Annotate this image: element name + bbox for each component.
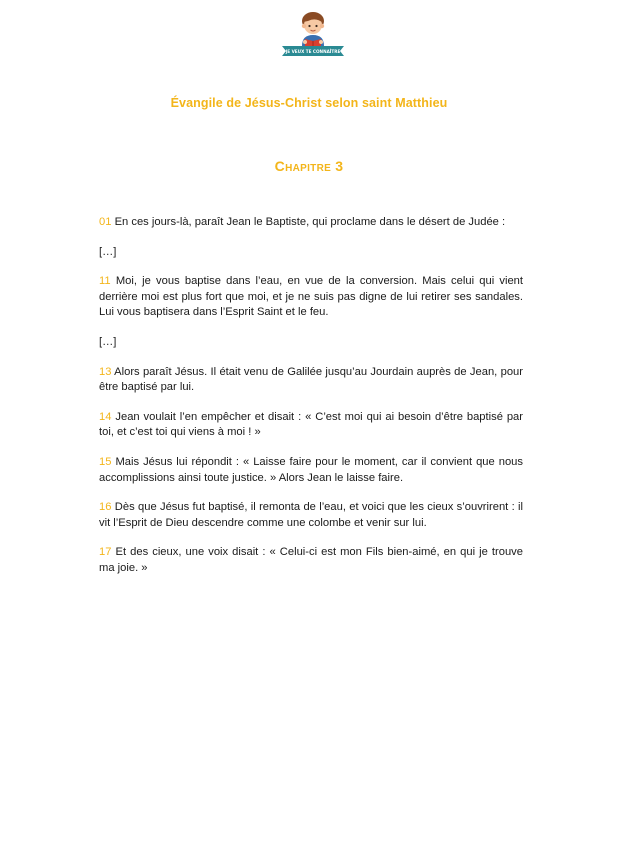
verse-text: Mais Jésus lui répondit : « Laisse faire pour le moment, car il convient que nous accomplissions ainsi toute justice. » Alors Jean le laisse faire. bbox=[99, 455, 523, 484]
verse-text: Et des cieux, une voix disait : « Celui-ci est mon Fils bien-aimé, en qui je trouve ma joie. » bbox=[99, 546, 523, 574]
verse-text: En ces jours-là, paraît Jean le Baptiste, qui proclame dans le désert de Judée : bbox=[114, 216, 506, 228]
child-reading-icon bbox=[280, 8, 346, 60]
verse-15 bbox=[99, 455, 523, 486]
verse-number: 14 bbox=[99, 410, 112, 423]
verse-number: 13 bbox=[99, 365, 112, 378]
verse-text: Moi, je vous baptise dans l’eau, en vue de la conversion. Mais celui qui vient derrière moi est plus fort que moi, et je ne suis pas digne de lui retirer ses sandales. Lui vous baptisera dans l’Esprit Saint et le feu. bbox=[99, 275, 523, 319]
verse-17 bbox=[99, 545, 523, 576]
verse-number: 01 bbox=[99, 216, 112, 228]
verse-text: Jean voulait l’en empêcher et disait : « C’est moi qui ai besoin d’être baptisé par toi, et c’est toi qui viens à moi ! » bbox=[99, 410, 524, 439]
omission-marker: […] bbox=[99, 335, 117, 348]
verse-number: 16 bbox=[99, 501, 112, 514]
verse-01 bbox=[99, 215, 523, 231]
verse-text: Dès que Jésus fut baptisé, il remonta de l’eau, et voici que les cieux s’ouvrirent : il vit l’Esprit de Dieu descendre comme une colombe et venir sur lui. bbox=[99, 501, 523, 529]
verse-14 bbox=[99, 410, 523, 441]
verse-11 bbox=[99, 274, 523, 321]
logo-banner-text: JE VEUX TE CONNAÎTRE bbox=[285, 49, 341, 55]
verse-number: 11 bbox=[99, 275, 111, 288]
logo bbox=[280, 8, 346, 60]
verse-number: 15 bbox=[99, 455, 112, 468]
verse-16 bbox=[99, 500, 523, 531]
omission-marker: […] bbox=[99, 245, 117, 258]
verse-number: 17 bbox=[99, 546, 112, 559]
verse-text: Alors paraît Jésus. Il était venu de Galilée jusqu’au Jourdain auprès de Jean, pour être baptisé par lui. bbox=[99, 365, 523, 394]
chapter-title: Chapitre 3 bbox=[274, 158, 344, 174]
verse-13 bbox=[99, 365, 523, 396]
gospel-title: Évangile de Jésus-Christ selon saint Matthieu bbox=[170, 96, 448, 110]
verse-list bbox=[99, 215, 523, 591]
